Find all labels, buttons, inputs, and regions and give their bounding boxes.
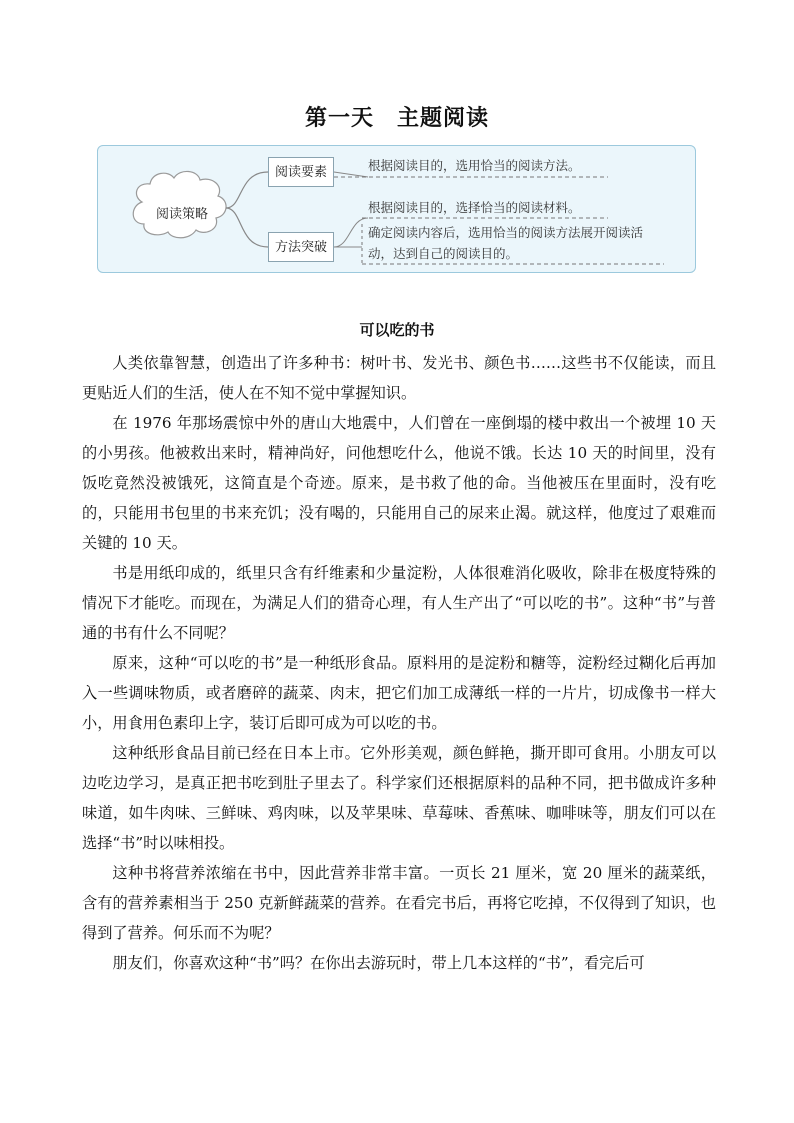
article-body xyxy=(82,348,716,978)
category-reading-elements: 阅读要素 xyxy=(268,157,334,187)
article-paragraph: 在 1976 年那场震惊中外的唐山大地震中，人们曾在一座倒塌的楼中救出一个被埋 10 天的小男孩。他被救出来时，精神尚好，问他想吃什么，他说不饿。长达 10 天的时间里，没有饭吃竟然没被饿死，这简直是个奇迹。原来，是书救了他的命。当他被压在里面时，没有吃的，只能用书包里的书来充饥；没有喝的，只能用自己的尿来止渴。就这样，他度过了艰难而关键的 10 天。 xyxy=(82,414,716,552)
connector-a xyxy=(334,172,368,177)
strategy-center-label: 阅读策略 xyxy=(155,207,208,222)
strategy-item: 确定阅读内容后，选用恰当的阅读方法展开阅读活动，达到自己的阅读目的。 xyxy=(368,225,644,261)
article-paragraph: 朋友们，你喜欢这种“书”吗？在你出去游玩时，带上几本这样的“书”，看完后可 xyxy=(112,954,645,972)
category-method-breakthrough: 方法突破 xyxy=(268,232,334,262)
connector-b1 xyxy=(334,218,368,247)
branch-line-bottom xyxy=(226,208,268,247)
article-paragraph: 书是用纸印成的，纸里只含有纤维素和少量淀粉，人体很难消化吸收，除非在极度特殊的情况下才能吃。而现在，为满足人们的猎奇心理，有人生产出了“可以吃的书”。这种“书”与普通的书有什么不同呢？ xyxy=(82,564,716,642)
strategy-item: 根据阅读目的，选用恰当的阅读方法。 xyxy=(368,158,581,173)
article-paragraph: 人类依靠智慧，创造出了许多种书：树叶书、发光书、颜色书……这些书不仅能读，而且更贴近人们的生活，使人在不知不觉中掌握知识。 xyxy=(82,354,716,402)
article-paragraph: 这种书将营养浓缩在书中，因此营养非常丰富。一页长 21 厘米，宽 20 厘米的蔬菜纸，含有的营养素相当于 250 克新鲜蔬菜的营养。在看完书后，再将它吃掉，不仅得到了知识，也得到了营养。何乐而不为呢？ xyxy=(82,864,716,942)
article-title: 可以吃的书 xyxy=(359,321,435,339)
page-title: 第一天 主题阅读 xyxy=(304,106,489,131)
reading-strategy-mindmap xyxy=(97,145,696,273)
strategy-item: 根据阅读目的，选择恰当的阅读材料。 xyxy=(368,200,581,215)
branch-line-top xyxy=(226,172,268,208)
article-paragraph: 这种纸形食品目前已经在日本上市。它外形美观，颜色鲜艳，撕开即可食用。小朋友可以边吃边学习，是真正把书吃到肚子里去了。科学家们还根据原料的品种不同，把书做成许多种味道，如牛肉味、三鲜味、鸡肉味，以及苹果味、草莓味、香蕉味、咖啡味等，朋友们可以在选择“书”时以味相投。 xyxy=(82,744,716,852)
article-paragraph: 原来，这种“可以吃的书”是一种纸形食品。原料用的是淀粉和糖等，淀粉经过糊化后再加入一些调味物质，或者磨碎的蔬菜、肉末，把它们加工成薄纸一样的一片片，切成像书一样大小，用食用色素印上字，装订后即可成为可以吃的书。 xyxy=(82,654,716,732)
